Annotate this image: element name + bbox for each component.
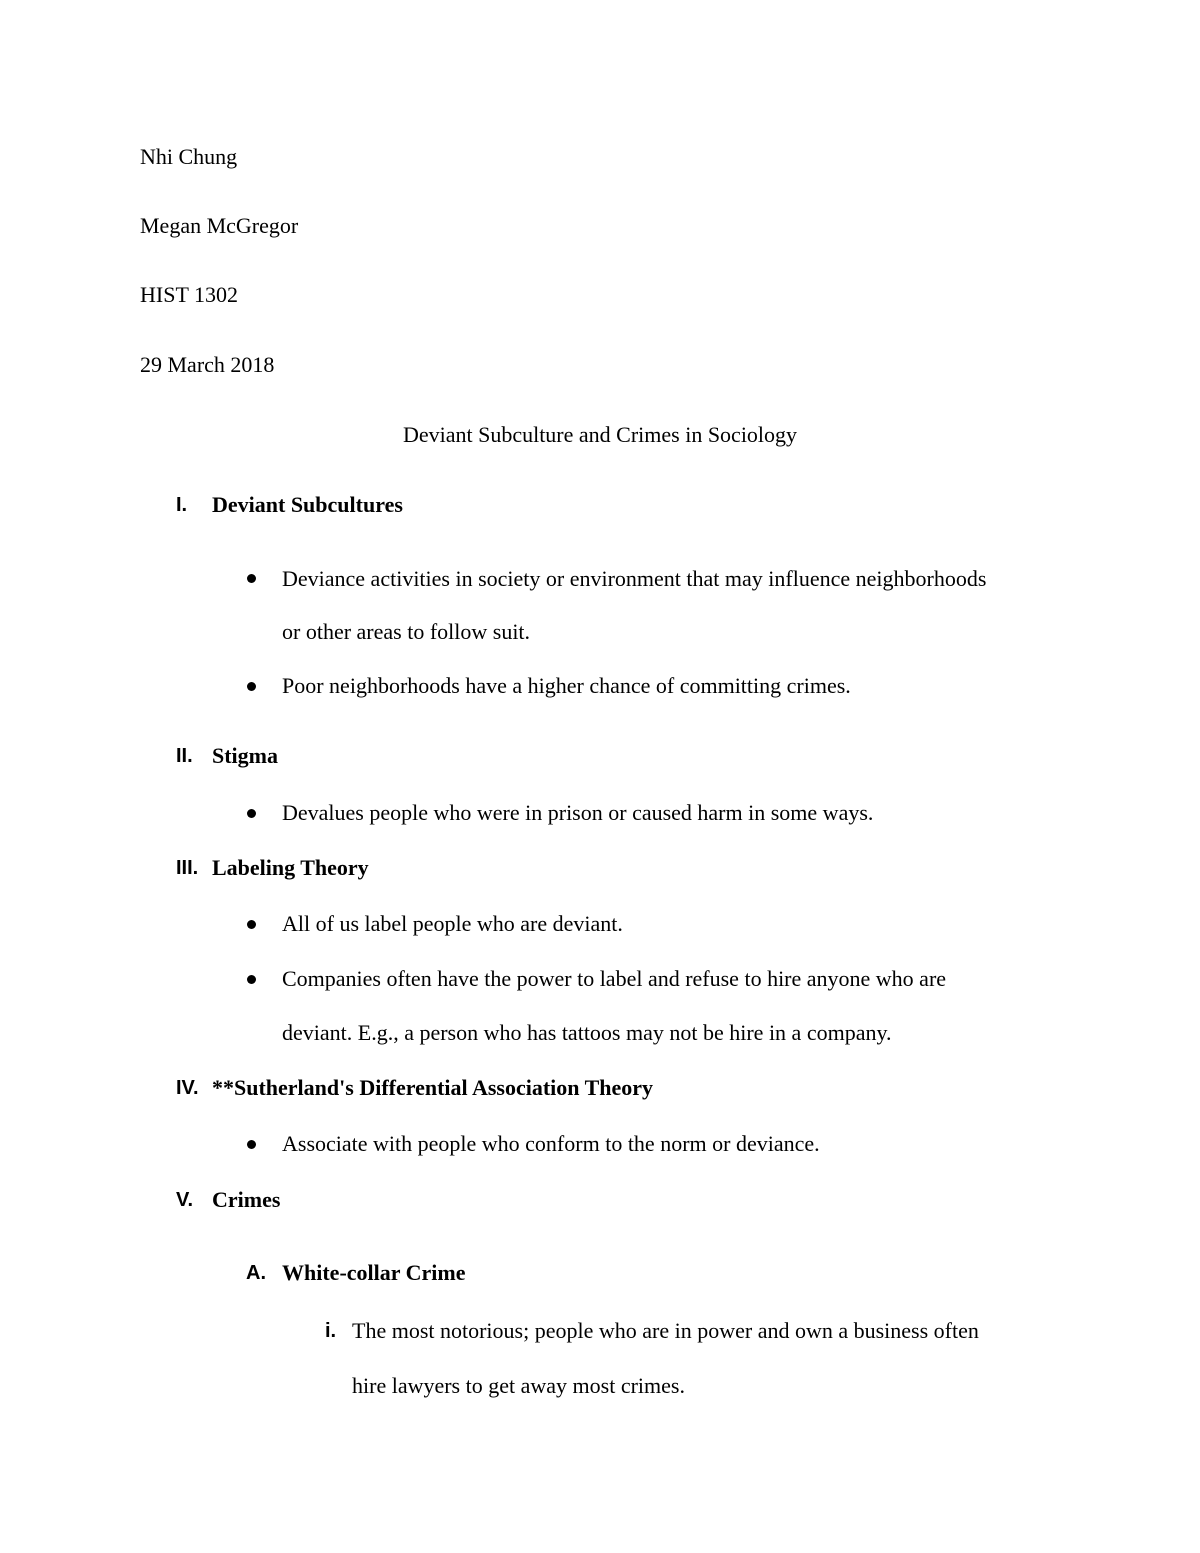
list-item-continuation: deviant. E.g., a person who has tattoos may not be hire in a company. xyxy=(282,1020,892,1045)
bullet-icon xyxy=(247,574,256,583)
bullet-icon xyxy=(247,682,256,691)
section-numeral: I. xyxy=(176,494,188,516)
list-item: All of us label people who are deviant. xyxy=(282,911,623,936)
section-title: Stigma xyxy=(212,743,278,768)
bullet-icon xyxy=(247,920,256,929)
student-name: Nhi Chung xyxy=(140,144,238,169)
section-numeral: IV. xyxy=(176,1077,199,1099)
section-title: Labeling Theory xyxy=(212,855,369,880)
list-item: Deviance activities in society or environment that may influence neighborhoods xyxy=(282,566,987,591)
bullet-icon xyxy=(247,809,256,818)
bullet-icon xyxy=(247,975,256,984)
bullet-icon xyxy=(247,1140,256,1149)
subsection-title: White-collar Crime xyxy=(282,1260,466,1285)
section-numeral: II. xyxy=(176,745,193,767)
list-item: Companies often have the power to label and refuse to hire anyone who are xyxy=(282,966,947,991)
document-date: 29 March 2018 xyxy=(140,352,275,377)
section-numeral: III. xyxy=(176,857,199,879)
section-numeral: V. xyxy=(176,1189,194,1211)
subsection-letter: A. xyxy=(246,1262,266,1284)
item-text: The most notorious; people who are in power and own a business often xyxy=(352,1318,979,1343)
list-item: Associate with people who conform to the norm or deviance. xyxy=(282,1131,820,1156)
page-title: Deviant Subculture and Crimes in Sociology xyxy=(402,422,798,447)
item-numeral: i. xyxy=(325,1320,337,1342)
section-title: Crimes xyxy=(212,1187,281,1212)
course-code: HIST 1302 xyxy=(140,282,238,307)
list-item: Poor neighborhoods have a higher chance of committing crimes. xyxy=(282,673,851,698)
instructor-name: Megan McGregor xyxy=(140,213,299,238)
section-title: **Sutherland's Differential Association Theory xyxy=(212,1075,654,1100)
list-item: Devalues people who were in prison or caused harm in some ways. xyxy=(282,800,874,825)
section-title: Deviant Subcultures xyxy=(212,492,403,517)
list-item-continuation: or other areas to follow suit. xyxy=(282,619,531,644)
list-item-continuation: hire lawyers to get away most crimes. xyxy=(352,1373,685,1398)
